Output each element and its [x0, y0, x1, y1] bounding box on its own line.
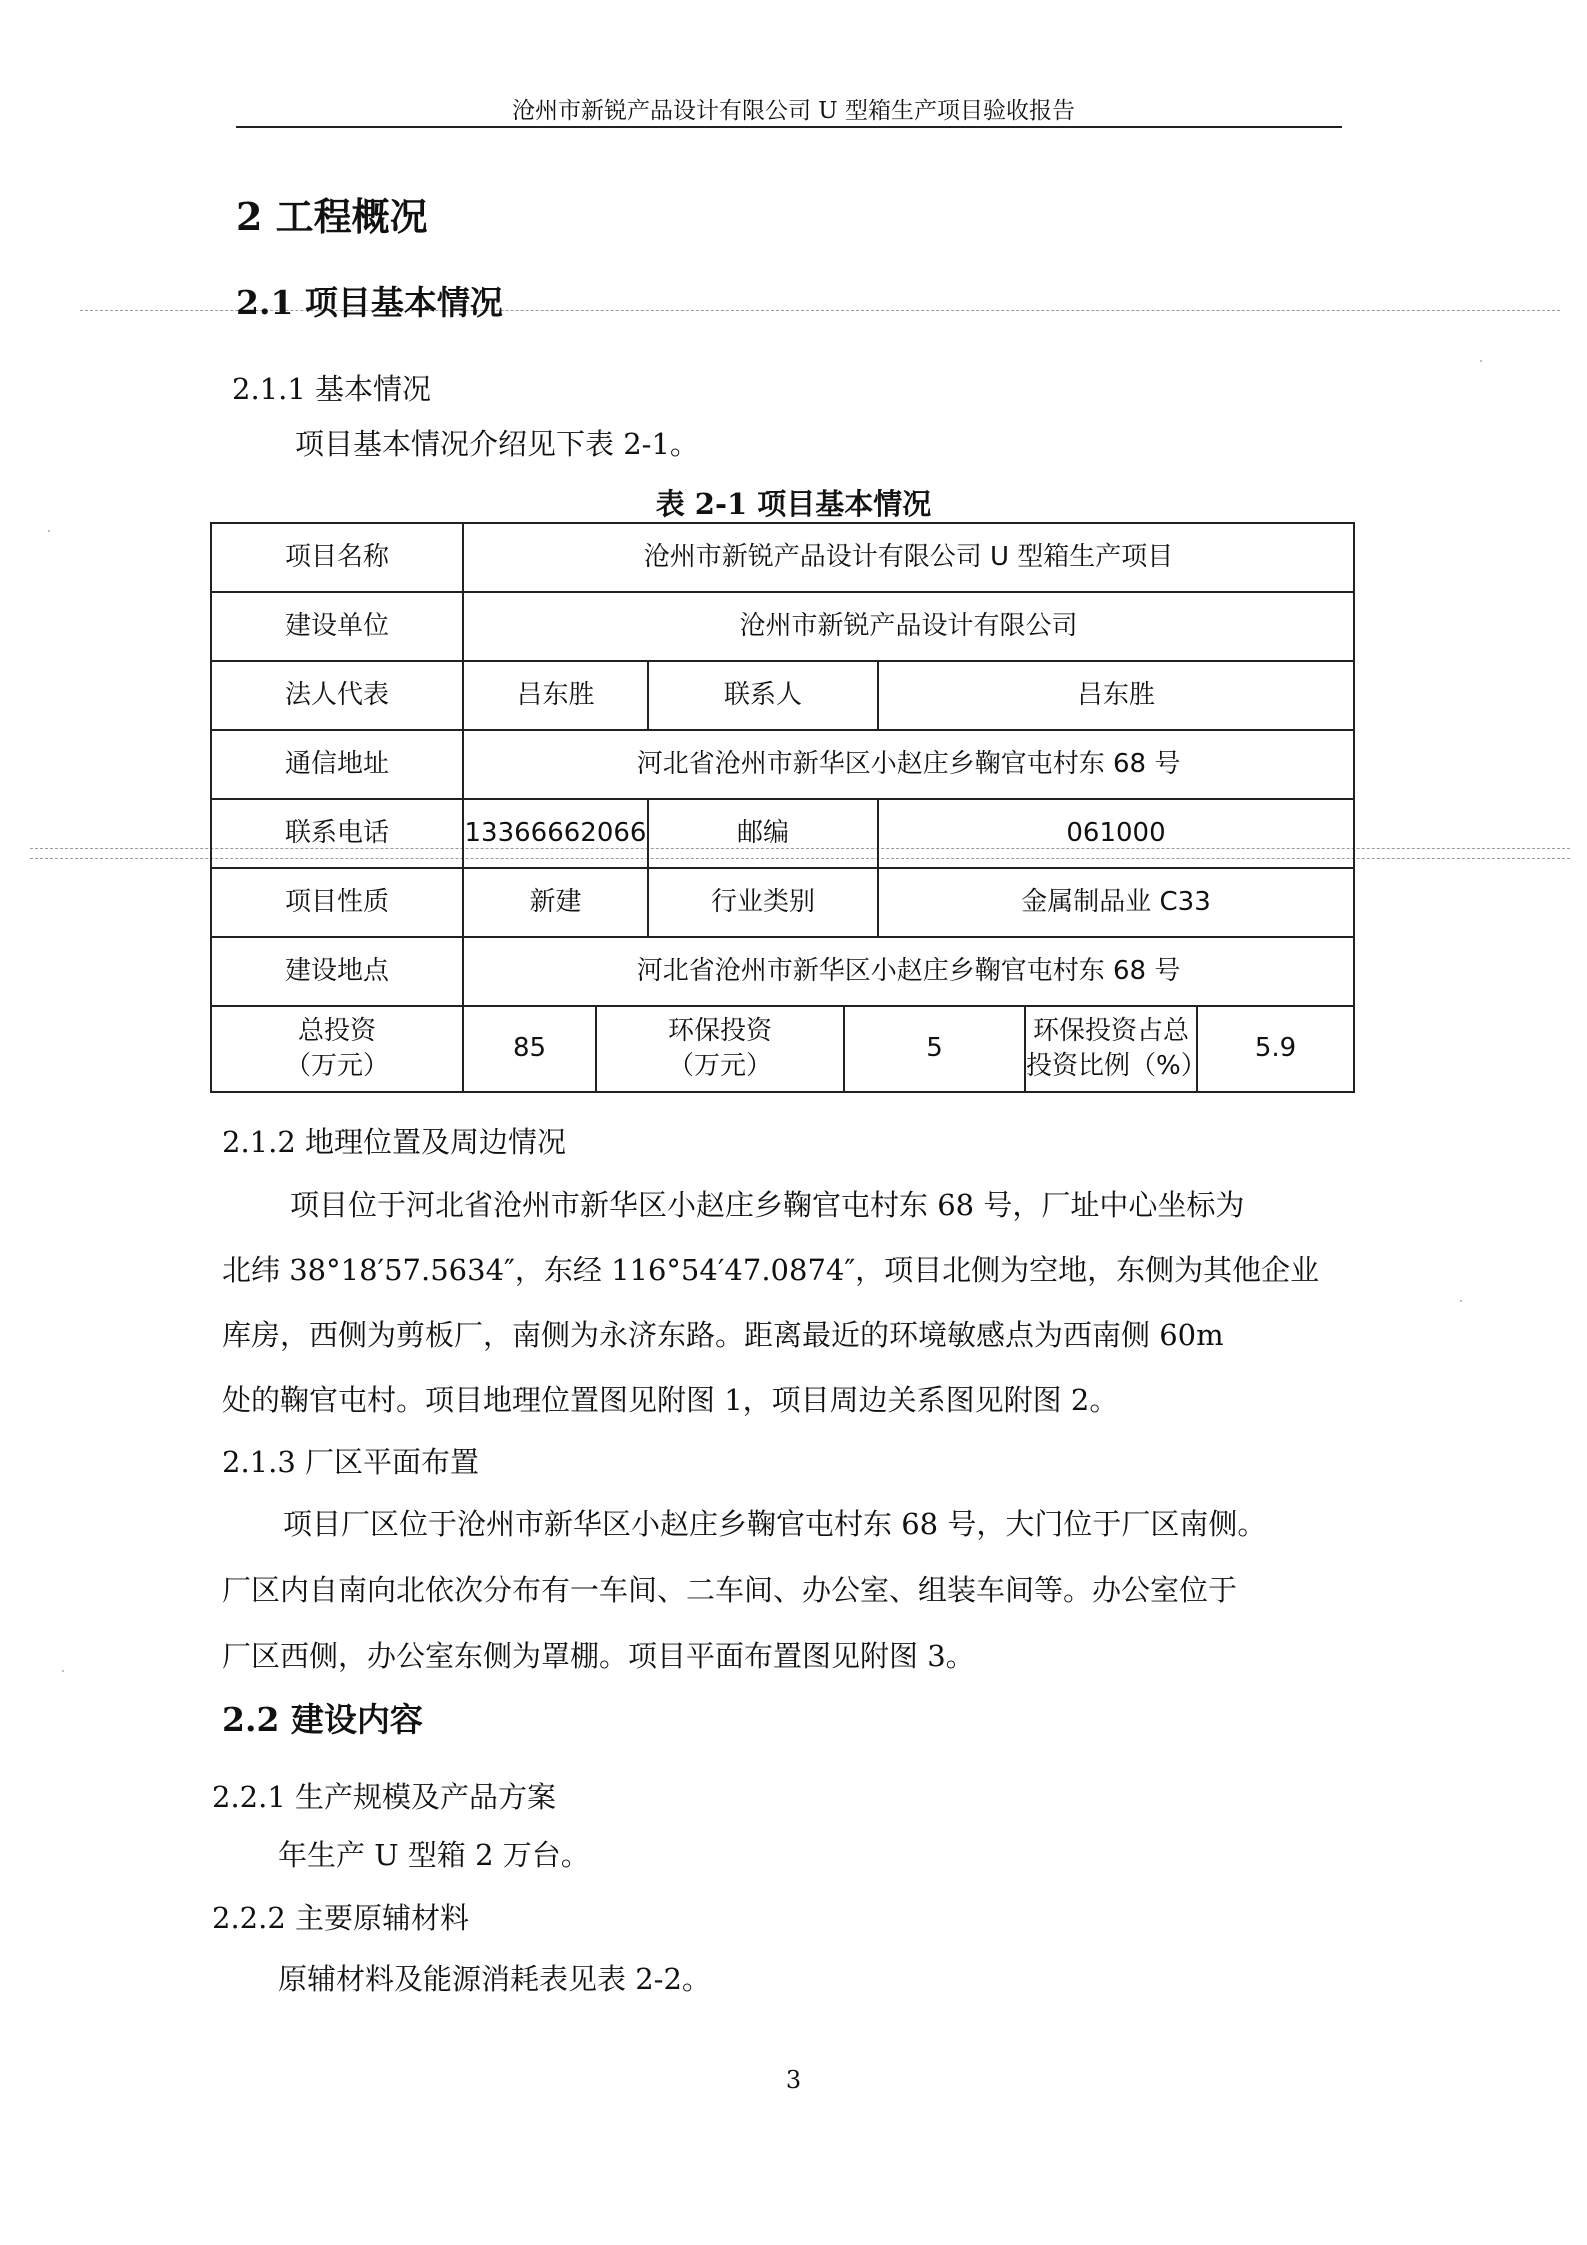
table-row — [211, 523, 1354, 592]
table-row — [211, 1006, 1354, 1092]
postcode-label: 邮编 — [648, 799, 878, 868]
paragraph-line: 厂区西侧，办公室东侧为罩棚。项目平面布置图见附图 3。 — [222, 1639, 975, 1673]
industry-label: 行业类别 — [648, 868, 878, 937]
running-header: 沧州市新锐产品设计有限公司 U 型箱生产项目验收报告 — [511, 98, 1075, 124]
paragraph-line: 年生产 U 型箱 2 万台。 — [278, 1838, 590, 1872]
table-row — [211, 799, 1354, 868]
total-invest-label-line: 总投资 — [297, 1015, 376, 1046]
subsection-heading-2-1-1: 2.1.1 基本情况 — [232, 372, 432, 406]
scan-speck — [1460, 1300, 1462, 1302]
section-heading-2-1: 2.1 项目基本情况 — [236, 283, 503, 322]
legal-rep-value: 吕东胜 — [463, 661, 648, 730]
industry-value: 金属制品业 C33 — [878, 868, 1354, 937]
legal-rep-label: 法人代表 — [211, 661, 463, 730]
project-name-label: 项目名称 — [211, 523, 463, 592]
scan-speck — [48, 530, 50, 532]
paragraph-line: 处的鞠官屯村。项目地理位置图见附图 1，项目周边关系图见附图 2。 — [222, 1383, 1119, 1417]
subsection-heading-2-1-3: 2.1.3 厂区平面布置 — [222, 1445, 480, 1479]
table-row — [211, 937, 1354, 1006]
site-label: 建设地点 — [211, 937, 463, 1006]
table-row — [211, 868, 1354, 937]
section-heading-2-2: 2.2 建设内容 — [222, 1700, 423, 1739]
env-invest-label — [596, 1006, 844, 1092]
total-invest-value: 85 — [463, 1006, 596, 1092]
env-invest-label-line: 环保投资 — [667, 1015, 772, 1046]
project-info-table — [210, 522, 1355, 1093]
paragraph-line: 项目厂区位于沧州市新华区小赵庄乡鞠官屯村东 68 号，大门位于厂区南侧。 — [283, 1507, 1267, 1541]
scan-speck — [62, 1670, 64, 1672]
phone-value: 13366662066 — [463, 799, 648, 868]
project-name-value: 沧州市新锐产品设计有限公司 U 型箱生产项目 — [463, 523, 1354, 592]
env-ratio-label-line: 环保投资占总 — [1032, 1015, 1189, 1046]
scan-speck — [1480, 360, 1482, 362]
contact-value: 吕东胜 — [878, 661, 1354, 730]
intro-paragraph: 项目基本情况介绍见下表 2-1。 — [295, 427, 699, 461]
total-invest-label-line: （万元） — [284, 1051, 389, 1081]
env-invest-value: 5 — [844, 1006, 1025, 1092]
paragraph-line: 北纬 38°18′57.5634″，东经 116°54′47.0874″，项目北侧为空地，东侧为其他企业 — [222, 1253, 1320, 1287]
address-value: 河北省沧州市新华区小赵庄乡鞠官屯村东 68 号 — [463, 730, 1354, 799]
site-value: 河北省沧州市新华区小赵庄乡鞠官屯村东 68 号 — [463, 937, 1354, 1006]
page-number: 3 — [785, 2066, 802, 2094]
contact-label: 联系人 — [648, 661, 878, 730]
header-rule — [236, 126, 1342, 128]
subsection-heading-2-2-2: 2.2.2 主要原辅材料 — [212, 1901, 470, 1935]
address-label: 通信地址 — [211, 730, 463, 799]
total-invest-label — [211, 1006, 463, 1092]
builder-value: 沧州市新锐产品设计有限公司 — [463, 592, 1354, 661]
paragraph-line: 库房，西侧为剪板厂，南侧为永济东路。距离最近的环境敏感点为西南侧 60m — [222, 1318, 1224, 1352]
paragraph-line: 厂区内自南向北依次分布有一车间、二车间、办公室、组装车间等。办公室位于 — [222, 1573, 1238, 1607]
builder-label: 建设单位 — [211, 592, 463, 661]
nature-value: 新建 — [463, 868, 648, 937]
env-ratio-value: 5.9 — [1197, 1006, 1354, 1092]
table-caption: 表 2-1 项目基本情况 — [655, 487, 932, 521]
paragraph-line: 原辅材料及能源消耗表见表 2-2。 — [278, 1962, 711, 1996]
paragraph-line: 项目位于河北省沧州市新华区小赵庄乡鞠官屯村东 68 号，厂址中心坐标为 — [290, 1188, 1245, 1222]
table-row — [211, 661, 1354, 730]
table-row — [211, 730, 1354, 799]
env-ratio-label — [1025, 1006, 1207, 1092]
subsection-heading-2-1-2: 2.1.2 地理位置及周边情况 — [222, 1125, 567, 1159]
table-row — [211, 592, 1354, 661]
postcode-value: 061000 — [878, 799, 1354, 868]
env-invest-label-line: （万元） — [667, 1051, 772, 1081]
subsection-heading-2-2-1: 2.2.1 生产规模及产品方案 — [212, 1780, 557, 1814]
env-ratio-label-line: 投资比例（%） — [1026, 1051, 1207, 1081]
phone-label: 联系电话 — [211, 799, 463, 868]
chapter-heading: 2 工程概况 — [236, 194, 428, 239]
nature-label: 项目性质 — [211, 868, 463, 937]
